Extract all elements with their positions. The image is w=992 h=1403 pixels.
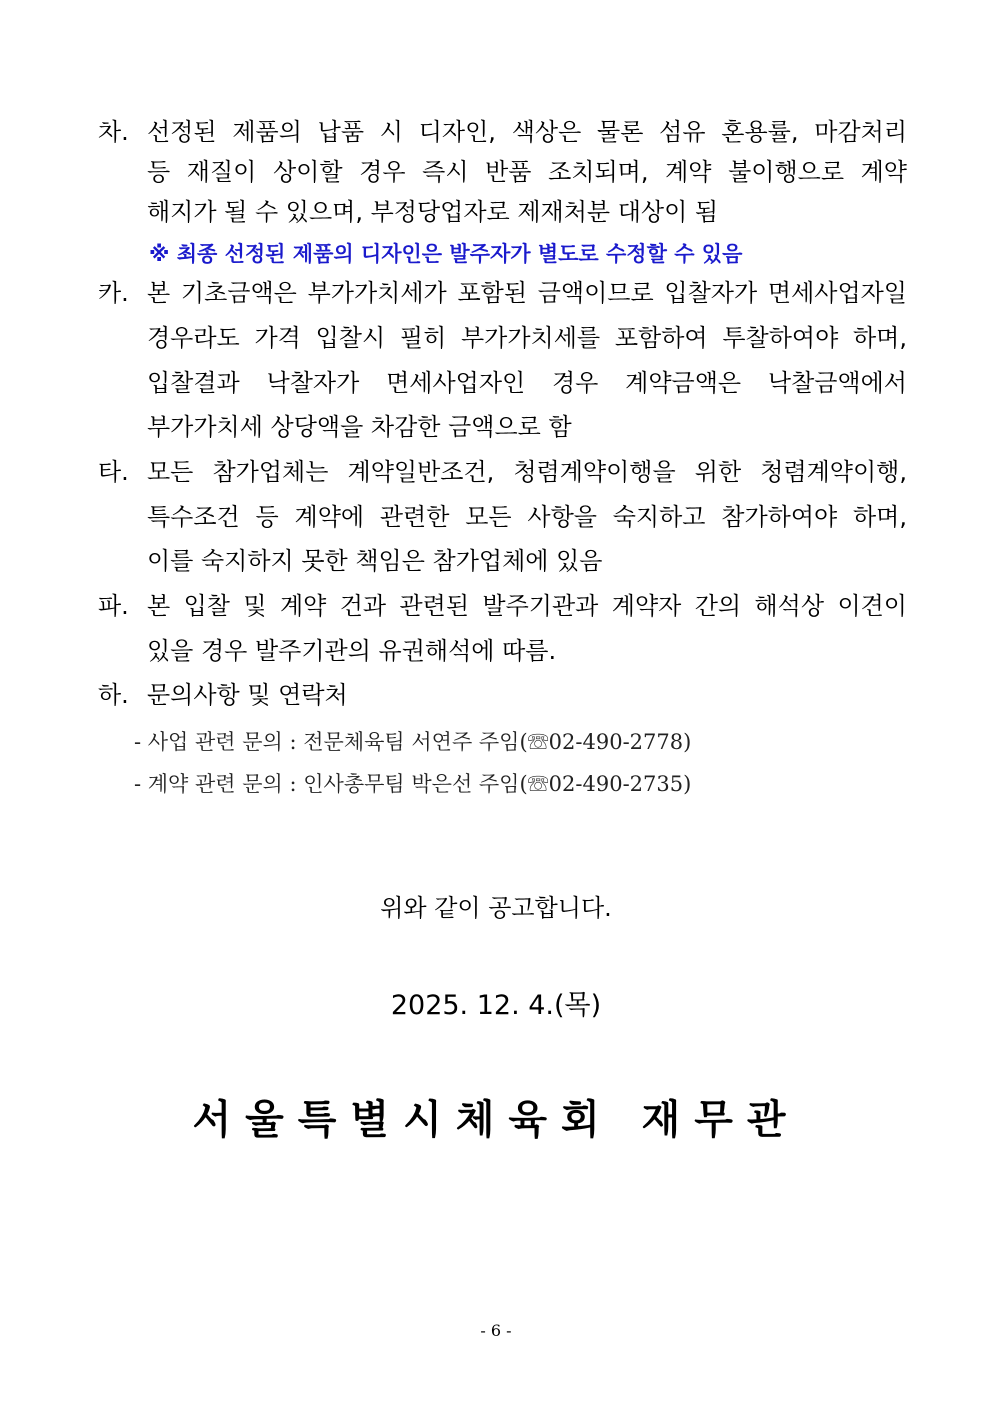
announcement-date: 2025. 12. 4.(목) — [390, 990, 602, 1021]
item-label-ha: 하. — [98, 681, 129, 709]
page-number: - 6 - — [480, 1321, 512, 1340]
item-line: 본 기초금액은 부가가치세가 포함된 금액이므로 입찰자가 면세사업자일 — [147, 279, 907, 307]
item-line: 등 재질이 상이할 경우 즉시 반품 조치되며, 계약 불이행으로 계약 — [147, 158, 907, 186]
item-line: 모든 참가업체는 계약일반조건, 청렴계약이행을 위한 청렴계약이행, — [147, 458, 907, 486]
item-label-ta: 타. — [98, 458, 129, 486]
item-line: 이를 숙지하지 못한 책임은 참가업체에 있음 — [147, 547, 603, 575]
item-line: 특수조건 등 계약에 관련한 모든 사항을 숙지하고 참가하여야 하며, — [147, 503, 907, 531]
item-label-ka: 카. — [98, 279, 129, 307]
item-line: 해지가 될 수 있으며, 부정당업자로 제재처분 대상이 됨 — [147, 198, 719, 226]
item-line: 문의사항 및 연락처 — [147, 681, 348, 709]
item-label-pa: 파. — [98, 592, 129, 620]
closing-statement: 위와 같이 공고합니다. — [380, 894, 612, 922]
contact-contract: - 계약 관련 문의 : 인사총무팀 박은선 주임(☏02-490-2735) — [134, 772, 692, 796]
item-note: ※ 최종 선정된 제품의 디자인은 발주자가 별도로 수정할 수 있음 — [149, 242, 743, 266]
contact-business: - 사업 관련 문의 : 전문체육팀 서연주 주임(☏02-490-2778) — [134, 730, 692, 754]
item-line: 부가가치세 상당액을 차감한 금액으로 함 — [147, 413, 572, 441]
issuer-signature: 서울특별시체육회 재무관 — [192, 1097, 800, 1143]
item-line: 선정된 제품의 납품 시 디자인, 색상은 물론 섬유 혼용률, 마감처리 — [147, 118, 907, 146]
item-line: 입찰결과 낙찰자가 면세사업자인 경우 계약금액은 낙찰금액에서 — [147, 369, 907, 397]
item-line: 있을 경우 발주기관의 유권해석에 따름. — [147, 637, 557, 665]
item-line: 경우라도 가격 입찰시 필히 부가가치세를 포함하여 투찰하여야 하며, — [147, 324, 907, 352]
item-label-cha: 차. — [98, 118, 129, 146]
item-line: 본 입찰 및 계약 건과 관련된 발주기관과 계약자 간의 해석상 이견이 — [147, 592, 907, 620]
